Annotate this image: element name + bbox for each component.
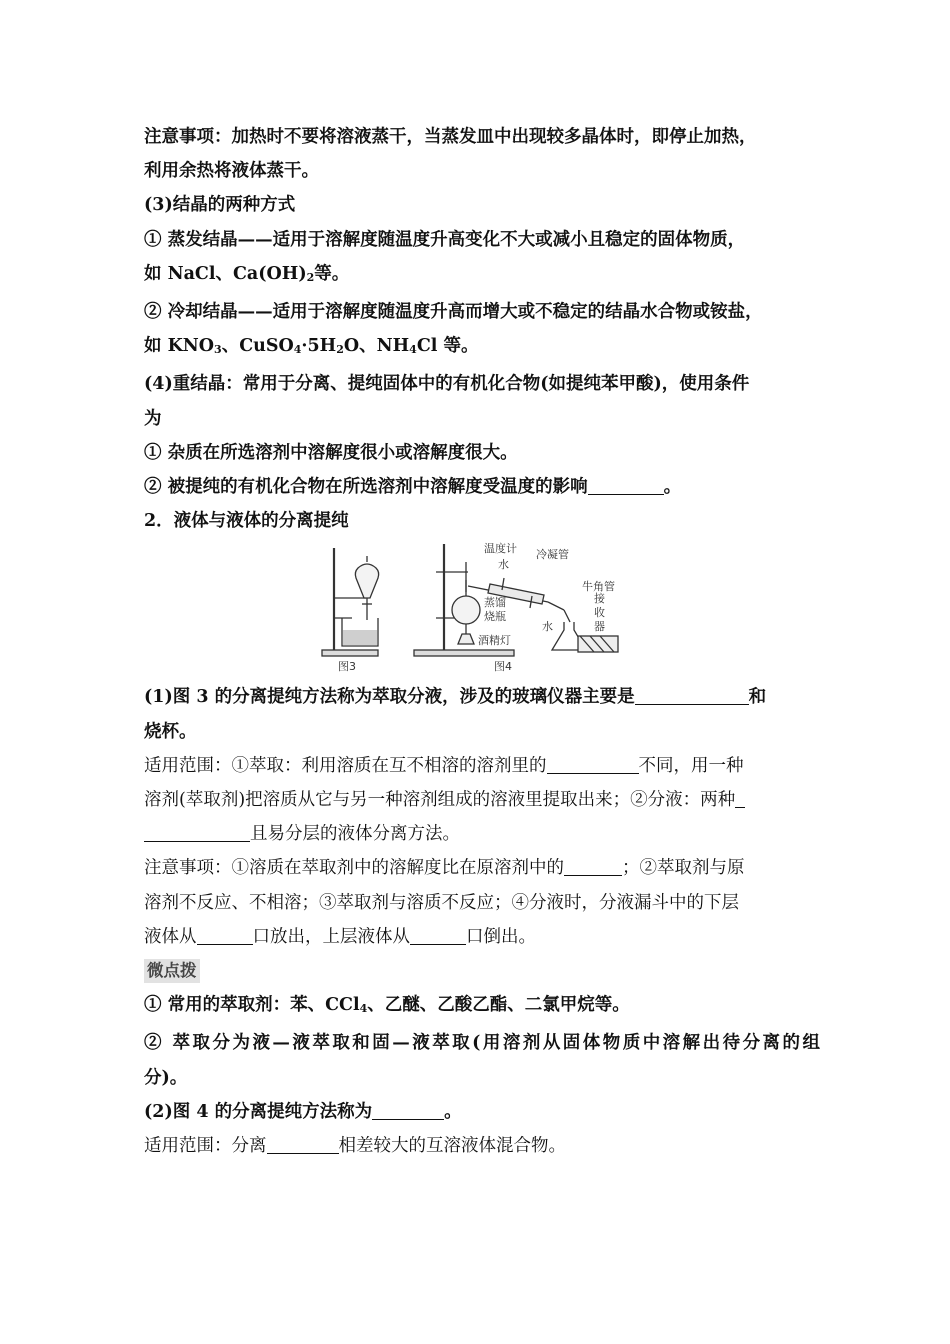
text-line-11: ② 被提纯的有机化合物在所选溶剂中溶解度受温度的影响 。 [144,477,682,498]
text-line-13: (1)图 3 的分离提纯方法称为萃取分液，涉及的玻璃仪器主要是 和 [144,687,767,708]
text-line-9: 为 [144,408,162,429]
text-line-25: 适用范围：分离 相差较大的互溶液体混合物。 [144,1136,566,1157]
text-line-6: ② 冷却结晶——适用于溶解度随温度升高而增大或不稳定的结晶水合物或铵盐， [144,302,763,323]
text-line-10: ① 杂质在所选溶剂中溶解度很小或溶解度很大。 [144,442,518,463]
text-line-20: 液体从 口放出，上层液体从 口倒出。 [144,926,536,947]
text-line-2: 利用余热将液体蒸干。 [144,161,319,182]
tip-badge: 微点拨 [144,959,200,983]
answer-blank[interactable] [635,686,749,705]
answer-blank[interactable] [197,926,253,945]
text-line-4: ① 蒸发结晶——适用于溶解度随温度升高变化不大或减小且稳定的固体物质， [144,229,746,250]
label-alcohol-lamp: 酒精灯 [478,634,511,648]
label-water-inlet: 水 [498,558,509,572]
text-line-18: 注意事项：①溶质在萃取剂中的溶解度比在原溶剂中的 ；②萃取剂与原 [144,858,745,879]
answer-blank[interactable] [144,823,250,842]
apparatus-figure [144,538,820,680]
section-heading-liquid-separation: 2．液体与液体的分离提纯 [144,511,349,532]
text-line-23: 分)。 [144,1067,188,1088]
answer-blank[interactable] [410,926,466,945]
text-line-16: 溶剂(萃取剂)把溶质从它与另一种溶剂组成的溶液里提取出来；②分液：两种 [144,783,820,817]
answer-blank[interactable] [547,755,639,774]
heading-recrystallization: (4)重结晶：常用于分离、提纯固体中的有机化合物(如提纯苯甲酸)，使用条件 [144,374,750,395]
label-condenser: 冷凝管 [536,548,569,562]
text-line-19: 溶剂不反应、不相溶；③萃取剂与溶质不反应；④分液时，分液漏斗中的下层 [144,892,739,913]
figure-4-distillation-apparatus [414,544,618,656]
figure-3-caption: 图3 [338,660,356,674]
label-flask-line2: 烧瓶 [484,610,506,624]
text-line-7: 如 $KNO_3$、$CuSO_4\cdot 5H_2O$、$NH_4Cl$ 等。 [144,336,479,357]
answer-blank[interactable] [564,857,622,876]
heading-crystallization-methods: (3)结晶的两种方式 [144,195,296,216]
text-line-17: 且易分层的液体分离方法。 [144,817,820,851]
label-thermometer: 温度计 [484,542,517,556]
text-line-5: 如 NaCl、$Ca(OH)_2$等。 [144,263,350,284]
figure-3-funnel-apparatus [322,548,379,656]
text-line-14: 烧杯。 [144,721,197,742]
answer-blank[interactable] [372,1101,444,1120]
label-receiver-line1: 接 [594,592,605,606]
document-page [144,120,820,1163]
answer-blank[interactable] [267,1135,339,1154]
text-line-21: ① 常用的萃取剂：苯、CCl$_4$、乙醚、乙酸乙酯、二氯甲烷等。 [144,995,630,1016]
figure-4-caption: 图4 [494,660,512,674]
label-adapter: 牛角管 [582,580,615,594]
label-water-outlet: 水 [542,620,553,634]
text-line-1: 注意事项：加热时不要将溶液蒸干，当蒸发皿中出现较多晶体时，即停止加热， [144,127,757,147]
answer-blank[interactable] [735,789,745,808]
text-line-22: ② 萃取分为液—液萃取和固—液萃取(用溶剂从固体物质中溶解出待分离的组 [144,1033,820,1054]
label-flask-line1: 蒸馏 [484,596,506,610]
tip-label-row [144,954,820,988]
label-receiver-line3: 器 [594,620,605,634]
text-line-24: (2)图 4 的分离提纯方法称为 。 [144,1101,462,1122]
answer-blank[interactable] [588,476,664,495]
label-receiver-line2: 收 [594,606,605,620]
text-line-15: 适用范围：①萃取：利用溶质在互不相溶的溶剂里的 不同，用一种 [144,755,744,776]
